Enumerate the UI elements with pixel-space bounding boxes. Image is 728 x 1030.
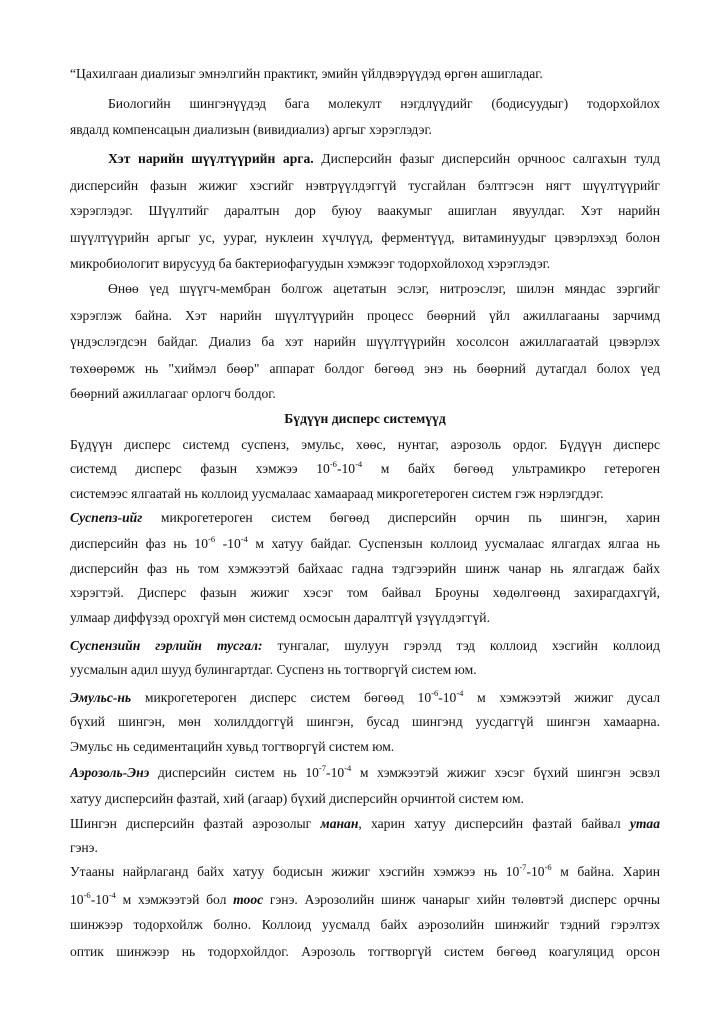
line-text: шинжээр тодорхойлж болно. Коллоид уусмалд байх аэрозолийн шинжийг тэдний гэрэлтэх: [70, 917, 660, 932]
text-line: [70, 791, 660, 807]
text-line: [70, 230, 660, 246]
line-text: Шингэн дисперсийн фазтай аэрозолыг манан, харин хатуу дисперсийн фазтай байвал утаа: [70, 816, 661, 831]
text-line: [70, 662, 660, 678]
text-line: [70, 585, 660, 601]
line-text: хэрэгтэй. Дисперс фазын жижиг хэсэг том байвал Броуны хөдөлгөөнд захирагдахгүй,: [70, 585, 660, 600]
line-text: Дисперсийн фазыг дисперсийн орчноос салгахын тулд: [313, 151, 660, 166]
text-line: [70, 536, 660, 552]
text-line: [70, 892, 660, 908]
text-line: [70, 437, 660, 453]
text-line: [70, 386, 660, 402]
text-line: [70, 361, 660, 377]
line-text: уусмалын адил шууд булингартдаг. Суспенз нь тогтворгүй систем юм.: [70, 662, 477, 677]
text-line: [70, 944, 660, 960]
line-text: бүхий шингэн, мөн холилддоггүй шингэн, бусад шингэнд уусдаггүй шингэн хамаарна.: [70, 714, 660, 729]
text-line: [70, 334, 660, 350]
line-text: дисперсийн систем нь $10^{-7}-10^{-4}$ м хэмжээтэй жижиг хэсэг бүхий шингэн эсвэл: [149, 763, 660, 780]
text-line: [70, 308, 660, 324]
line-text: хэрэглэдэг. Шүүлтийг даралтын дор буюу ваакумыг ашиглан явуулдаг. Хэт нарийн: [70, 203, 660, 218]
line-text: Өнөө үед шүүгч-мембран болгож ацетатын эслэг, нитроэслэг, шилэн мяндас зэргийг: [108, 281, 660, 296]
line-text: $10^{-6}-10^{-4}$ м хэмжээтэй бол тоос гэнэ. Аэрозолийн шинж чанарыг хийн төлөвтэй дисперс орчны: [70, 890, 661, 907]
term-label: Аэрозоль-Энэ: [70, 765, 150, 780]
line-text: явдалд компенсацын диализын (вивидиализ) аргыг хэрэглэдэг.: [70, 122, 432, 137]
line-text: дисперсийн фаз нь том хэмжээтэй байхаас гадна тэдгээрийн шинж чанар нь ялгагдаж байх: [70, 561, 660, 576]
line-text: Биологийн шингэнүүдэд бага молекулт нэгдлүүдийг (бодисуудыг) тодорхойлох: [108, 96, 660, 111]
line-text: гэнэ.: [70, 840, 98, 855]
line-text: үндэслэгдсэн байдаг. Диализ ба хэт нарийн шүүлтүүрийн хосолсон ажиллагаатай цэвэрлэх: [70, 334, 660, 349]
text-line: [70, 765, 660, 781]
line-text: дисперсийн фазын жижиг хэсгийг нэвтрүүлдэггүй тусгайлан бэлтгэсэн нягт шүүлтүүрийг: [70, 178, 660, 193]
term-label: Суспензийн гэрлийн тусгал:: [70, 638, 263, 653]
term-label: Хэт нарийн шүүлтүүрийн арга.: [108, 151, 314, 166]
text-line: [108, 281, 660, 297]
line-text: микробиологит вирусууд ба бактериофагуудын хэмжээг тодорхойлоход хэрэглэдэг.: [70, 256, 551, 271]
text-line: [70, 256, 660, 272]
text-line: [70, 816, 660, 832]
line-text: хатуу дисперсийн фазтай, хий (агаар) бүхий дисперсийн орчинтой систем юм.: [70, 791, 524, 806]
text-line: [70, 638, 660, 654]
line-text: микрогетероген дисперс систем бөгөөд $10^{-6}-10^{-4}$ м хэмжээтэй жижиг дусал: [131, 688, 660, 705]
line-text: тунгалаг, шулуун гэрэлд тэд коллоид хэсгийн коллоид: [262, 638, 660, 653]
text-line: [70, 739, 660, 755]
line-text: шүүлтүүрийн аргыг ус, уураг, нуклеин хүчлүүд, ферментүүд, витаминуудыг цэвэрлэхэд болон: [70, 230, 660, 245]
text-line: [70, 486, 660, 502]
line-text: “Цахилгаан диализыг эмнэлгийн практикт, эмийн үйлдвэрүүдэд өргөн ашигладаг.: [70, 66, 543, 81]
line-text: микрогетероген систем бөгөөд дисперсийн орчин пь шингэн, харин: [142, 510, 660, 525]
text-line: [70, 122, 660, 138]
line-text: Бүдүүн дисперс системүүд: [284, 411, 446, 426]
line-text: төхөөрөмж нь "хиймэл бөөр" аппарат болдог бөгөөд энэ нь бөөрний дутагдал болох үед: [70, 361, 660, 376]
line-text: хэрэглэж байна. Хэт нарийн шүүлтүүрийн процесс бөөрний үйл ажиллагааны зарчимд: [70, 308, 660, 323]
text-line: [70, 690, 660, 706]
line-text: системээс ялгаатай нь коллоид уусмалаас хамаараад микрогетероген систем гэж нэрлэгддэг.: [70, 486, 604, 501]
line-text: системд дисперс фазын хэмжээ $10^{-6}-10^{-4}$ м байх бөгөөд ультрамикро гетероген: [70, 459, 660, 476]
text-line: [108, 151, 660, 167]
text-line: [70, 864, 660, 880]
text-line: [108, 96, 660, 112]
text-line: [70, 917, 660, 933]
text-line: [70, 178, 660, 194]
section-heading: [70, 411, 660, 427]
term-label: Суспепз-ийг: [70, 510, 143, 525]
line-text: Утааны найрлаганд байх хатуу бодисын жижиг хэсгийн хэмжээ нь $10^{-7}-10^{-6}$ м байна. Харин: [70, 862, 660, 879]
line-text: Бүдүүн дисперс системд суспенз, эмульс, хөөс, нунтаг, аэрозоль ордог. Бүдүүн дисперс: [70, 437, 660, 452]
line-text: Эмульс нь седиментацийн хувьд тогтворгүй систем юм.: [70, 739, 395, 754]
text-line: [70, 714, 660, 730]
line-text: дисперсийн фаз нь $10^{-6}$ $-10^{-4}$ м хатуу байдаг. Суспензын коллоид уусмалаас ялгагдах ялгаа нь: [70, 534, 660, 551]
line-text: бөөрний ажиллагааг орлогч болдог.: [70, 386, 276, 401]
text-line: [70, 840, 660, 856]
text-line: [70, 510, 660, 526]
term-label: Эмульс-нь: [70, 690, 132, 705]
text-line: [70, 66, 660, 82]
text-line: [70, 203, 660, 219]
line-text: улмаар диффүзэд орохгүй мөн системд осмосын даралтгүй үзүүлдэггүй.: [70, 610, 490, 625]
text-line: [70, 461, 660, 477]
text-line: [70, 561, 660, 577]
text-line: [70, 610, 660, 626]
line-text: оптик шинжээр нь тодорхойлдог. Аэрозоль тогтворгүй систем бөгөөд коагуляцид орсон: [70, 944, 660, 959]
